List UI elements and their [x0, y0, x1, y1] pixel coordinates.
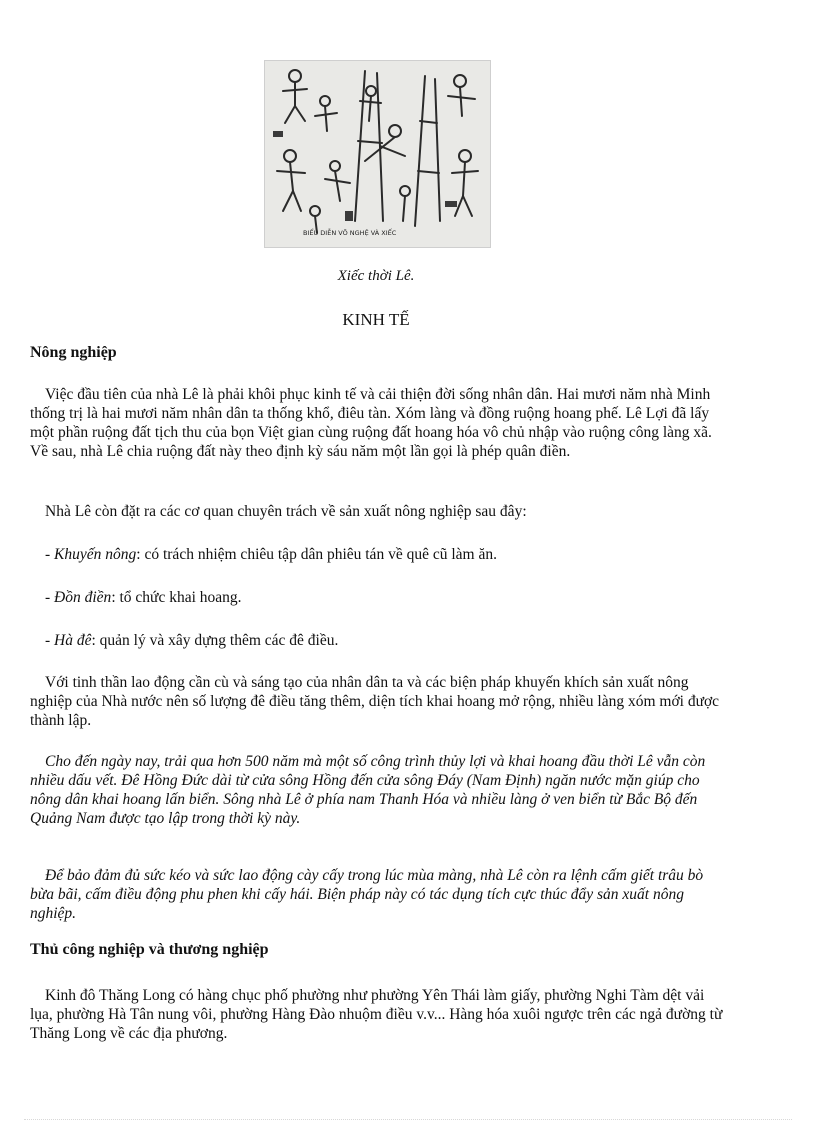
paragraph-agriculture-4: Cho đến ngày nay, trải qua hơn 500 năm mà một số công trình thủy lợi và khai hoang đầu thời Lê vẫn còn nhiều dấu vết. Đê Hồng Đức dài từ cửa sông Hồng đến cửa sông Đáy (Nam Định) ngăn nước mặn giúp cho nông dân khai hoang lấn biển. Sông nhà Lê ở phía nam Thanh Hóa và nhiều làng ở ven biển từ Bắc Bộ đến Quảng Nam được tạo lập trong thời kỳ này. [30, 753, 706, 827]
circus-illustration [264, 60, 491, 248]
list-item-desc: : tổ chức khai hoang. [111, 589, 242, 606]
figure-inscription: BIỂU DIỄN VÕ NGHỆ VÀ XIẾC [303, 229, 397, 237]
list-item-desc: : có trách nhiệm chiêu tập dân phiêu tán về quê cũ làm ăn. [136, 546, 497, 563]
page-bottom-divider [24, 1119, 792, 1120]
list-item-term: Đồn điền [54, 589, 112, 606]
list-item-don-dien: - Đồn điền: tổ chức khai hoang. [45, 589, 242, 606]
circus-drawing [265, 61, 490, 247]
list-item-term: Hà đê [54, 632, 92, 649]
paragraph-handicraft-1: Kinh đô Thăng Long có hàng chục phố phường như phường Yên Thái làm giấy, phường Nghi Tàm dệt vải lụa, phường Hà Tân nung vôi, phường Hàng Đào nhuộm điều v.v... Hàng hóa xuôi ngược trên các ngả đường từ Thăng Long về các địa phương. [30, 987, 723, 1042]
paragraph-agriculture-3: Với tinh thần lao động cần cù và sáng tạo của nhân dân ta và các biện pháp khuyến khích sản xuất nông nghiệp của Nhà nước nên số lượng đê điều tăng thêm, diện tích khai hoang mở rộng, nhiều làng xóm mới được thành lập. [30, 674, 720, 729]
paragraph-agriculture-1: Việc đầu tiên của nhà Lê là phải khôi phục kinh tế và cải thiện đời sống nhân dân. Hai mươi năm nhà Minh thống trị là hai mươi năm nhân dân ta thống khổ, điêu tàn. Xóm làng và đồng ruộng hoang phế. Lê Lợi đã lấy một phần ruộng đất tịch thu của bọn Việt gian cùng ruộng đất hoang hóa vô chủ nhập vào ruộng công làng xã. Về sau, nhà Lê chia ruộng đất này theo định kỳ sáu năm một lần gọi là phép quân điền. [30, 386, 712, 460]
heading-handicraft: Thủ công nghiệp và thương nghiệp [30, 941, 269, 958]
list-item-khuyen-nong: - Khuyến nông: có trách nhiệm chiêu tập dân phiêu tán về quê cũ làm ăn. [45, 546, 497, 563]
figure-caption: Xiếc thời Lê. [337, 268, 415, 284]
paragraph-agriculture-2: Nhà Lê còn đặt ra các cơ quan chuyên trách về sản xuất nông nghiệp sau đây: [45, 503, 527, 520]
list-item-term: Khuyến nông [54, 546, 137, 563]
heading-agriculture: Nông nghiệp [30, 344, 117, 361]
list-item-ha-de: - Hà đê: quản lý và xây dựng thêm các đê điều. [45, 632, 339, 649]
paragraph-agriculture-5: Để bảo đảm đủ sức kéo và sức lao động cày cấy trong lúc mùa màng, nhà Lê còn ra lệnh cấm giết trâu bò bừa bãi, cấm điều động phu phen khi cấy hái. Biện pháp này có tác dụng tích cực thúc đẩy sản xuất nông nghiệp. [30, 867, 704, 922]
section-title: KINH TẾ [342, 310, 410, 329]
list-item-desc: : quản lý và xây dựng thêm các đê điều. [91, 632, 339, 649]
